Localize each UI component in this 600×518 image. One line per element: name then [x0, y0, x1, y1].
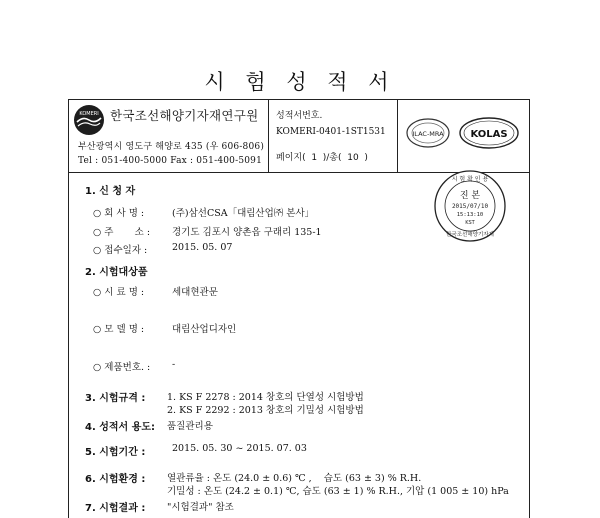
verification-stamp [432, 168, 508, 244]
institute-tel-fax: Tel : 051-400-5000 Fax : 051-400-5091 [78, 156, 263, 166]
company-value: (주)삼선CSA「대림산업㈜ 본사」 [172, 208, 315, 219]
kolas-logo-icon [458, 116, 520, 150]
product-number-value: - [172, 359, 176, 370]
stamp-time: 15:13:10 [456, 212, 484, 218]
environment-line-2: 기밀성 : 온도 (24.2 ± 0.1) ℃, 습도 (63 ± 1) % R.H., 기압 (1 005 ± 10) hPa [167, 486, 509, 497]
received-date-label: ○ 접수일자 : [93, 245, 148, 256]
section-test-result-title: 7. 시험결과 : [85, 503, 146, 514]
test-period-value: 2015. 05. 30 ~ 2015. 07. 03 [172, 443, 307, 454]
section-applicant-title: 1. 신 청 자 [85, 186, 136, 197]
stamp-date: 2015/07/10 [451, 203, 489, 210]
address-label: ○ 주 소 : [93, 227, 151, 238]
kolas-text: KOLAS [470, 129, 508, 140]
sample-name-label: ○ 시 료 명 : [93, 287, 145, 298]
model-name-label: ○ 모 델 명 : [93, 324, 145, 335]
header-column-divider [397, 99, 398, 172]
section-purpose-title: 4. 성적서 용도: [85, 422, 156, 433]
product-number-label: ○ 제품번호. : [93, 362, 151, 373]
institute-address: 부산광역시 영도구 해양로 435 (우 606-806) [78, 142, 265, 152]
purpose-value: 품질관리용 [167, 421, 213, 432]
header-column-divider [268, 99, 269, 172]
received-date-value: 2015. 05. 07 [172, 242, 233, 253]
ilac-mra-logo-icon [404, 116, 452, 150]
section-test-period-title: 5. 시험기간 : [85, 447, 146, 458]
test-standard-1: 1. KS F 2278 : 2014 창호의 단열성 시험방법 [167, 392, 364, 403]
logo-text: KOMERI [79, 111, 99, 117]
model-name-value: 대림산업디자인 [172, 324, 237, 335]
company-label: ○ 회 사 명 : [93, 208, 145, 219]
section-test-standard-title: 3. 시험규격 : [85, 393, 146, 404]
test-standard-2: 2. KS F 2292 : 2013 창호의 기밀성 시험방법 [167, 405, 364, 416]
sample-name-value: 세대현관문 [172, 287, 218, 298]
stamp-code: KST [465, 220, 475, 226]
report-number-label: 성적서번호. [276, 111, 323, 121]
stamp-top-text: 시 험 확 인 용 [451, 176, 489, 183]
stamp-bottom-text: 한국조선해양기자재 [446, 232, 494, 238]
section-test-environment-title: 6. 시험환경 : [85, 474, 146, 485]
stamp-center-text: 진 본 [459, 191, 481, 201]
ilac-text: ILAC-MRA [412, 130, 444, 138]
address-value: 경기도 김포시 양촌읍 구래리 135-1 [172, 227, 322, 238]
komeri-logo-icon [73, 104, 105, 136]
page-info: 페이지( 1 )/총( 10 ) [276, 153, 368, 163]
section-test-item-title: 2. 시험대상품 [85, 267, 148, 278]
environment-line-1: 열관류율 : 온도 (24.0 ± 0.6) ℃ , 습도 (63 ± 3) % R.H. [167, 473, 422, 484]
test-result-value: "시험결과" 참조 [167, 502, 234, 513]
document-title: 시 험 성 적 서 [204, 70, 396, 94]
institute-name: 한국조선해양기자재연구원 [110, 108, 259, 123]
report-number: KOMERI-0401-1ST1531 [276, 127, 386, 137]
